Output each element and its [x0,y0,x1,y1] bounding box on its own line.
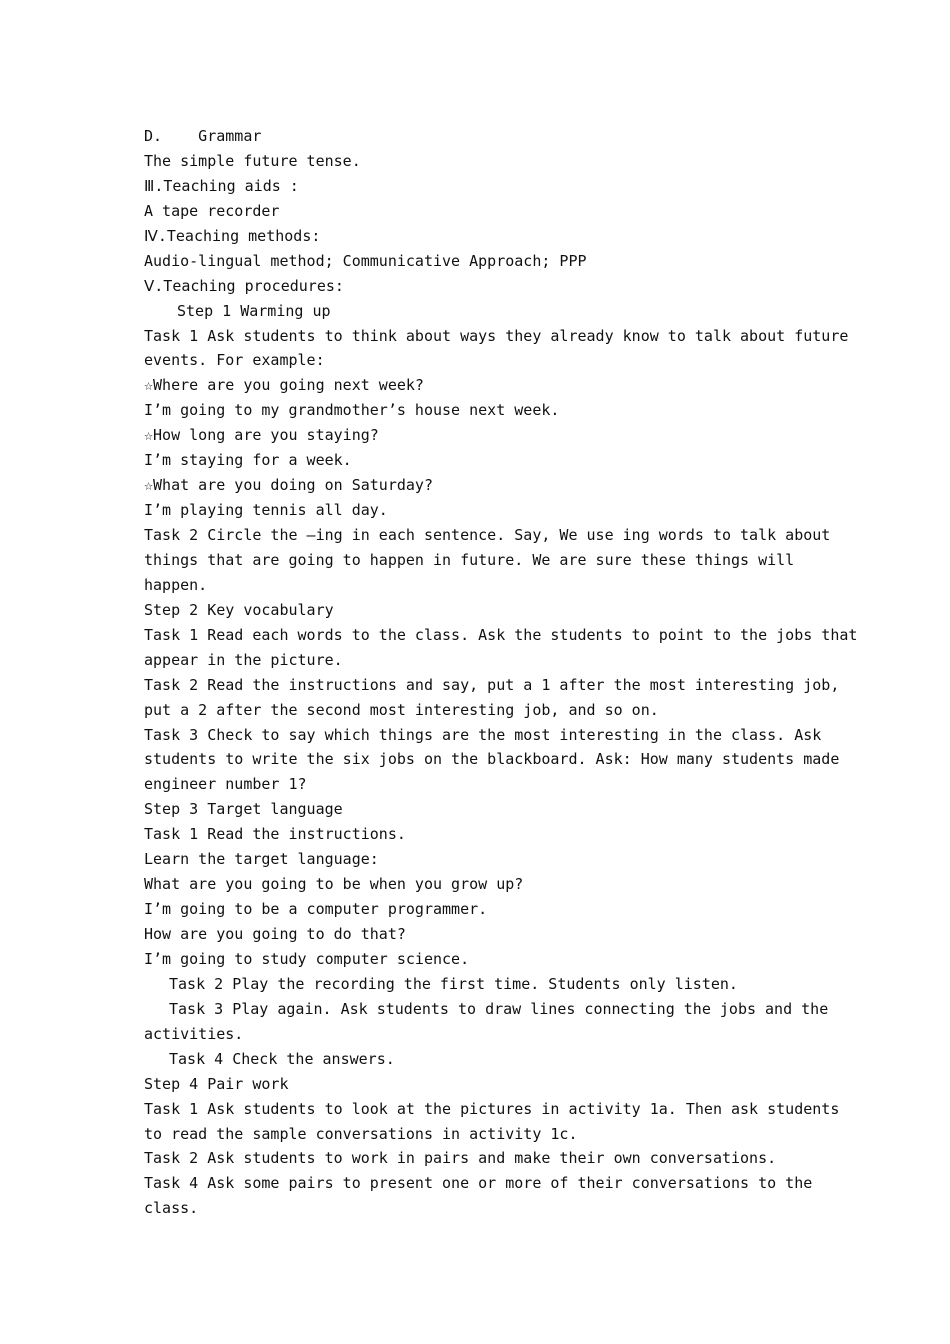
text-line: Step 4 Pair work [144,1074,289,1093]
text-line: Ⅲ.Teaching aids : [144,176,299,195]
text-line: Task 4 Check the answers. [169,1049,395,1068]
text-line: What are you going to be when you grow up? [144,875,524,894]
text-line: ☆Where are you going next week? [144,376,424,395]
text-line: I’m going to study computer science. [144,949,470,968]
text-line: How are you going to do that? [144,925,406,943]
text-line: ☆How long are you staying? [144,426,379,445]
text-line: Learn the target language: [144,850,379,869]
text-line: Task 4 Ask some pairs to present one or more of their conversations to the [144,1174,813,1193]
text-line: Task 1 Read the instructions. [144,825,406,844]
text-line: engineer number 1? [144,775,307,794]
text-line: Audio-lingual method; Communicative Approach; PPP [144,251,587,270]
text-line: Ⅳ.Teaching methods: [144,226,321,245]
text-line: I’m going to be a computer programmer. [144,900,488,919]
text-line: I’m going to my grandmother’s house next week. [144,401,560,420]
text-line: Task 2 Ask students to work in pairs and make their own conversations. [144,1149,777,1168]
text-line: D. Grammar [144,127,262,145]
text-line: Task 1 Ask students to look at the pictures in activity 1a. Then ask students [144,1099,840,1118]
text-line: to read the sample conversations in activity 1c. [144,1124,578,1143]
text-line: activities. [144,1024,244,1043]
text-line: Task 1 Ask students to think about ways they already know to talk about future [144,326,849,345]
text-line: The simple future tense. [144,151,361,170]
text-line: Task 3 Check to say which things are the most interesting in the class. Ask [144,725,822,744]
text-line: Step 3 Target language [144,800,343,819]
text-line: Task 2 Read the instructions and say, put a 1 after the most interesting job, [144,675,840,694]
text-line: things that are going to happen in future. We are sure these things will [144,550,795,569]
text-line: Task 1 Read each words to the class. Ask the students to point to the jobs that [144,625,858,644]
text-line: I’m playing tennis all day. [144,501,388,520]
text-line: ☆What are you doing on Saturday? [144,476,433,495]
text-line: students to write the six jobs on the blackboard. Ask: How many students made [144,750,840,769]
text-line: I’m staying for a week. [144,451,352,470]
text-line: class. [144,1199,199,1218]
text-line: Task 2 Play the recording the first time. Students only listen. [169,974,738,993]
text-line: Ⅴ.Teaching procedures: [144,276,344,295]
text-line: Task 2 Circle the –ing in each sentence. Say, We use ing words to talk about [144,526,831,544]
text-line: happen. [144,575,208,594]
text-line: appear in the picture. [144,650,343,669]
text-line: Task 3 Play again. Ask students to draw lines connecting the jobs and the [169,999,829,1018]
text-line: put a 2 after the second most interesting job, and so on. [144,700,659,719]
text-line: events. For example: [144,351,325,370]
document-body [144,124,858,1221]
text-line: A tape recorder [144,201,280,220]
text-line: Step 2 Key vocabulary [144,600,334,619]
text-line: Step 1 Warming up [177,301,331,320]
